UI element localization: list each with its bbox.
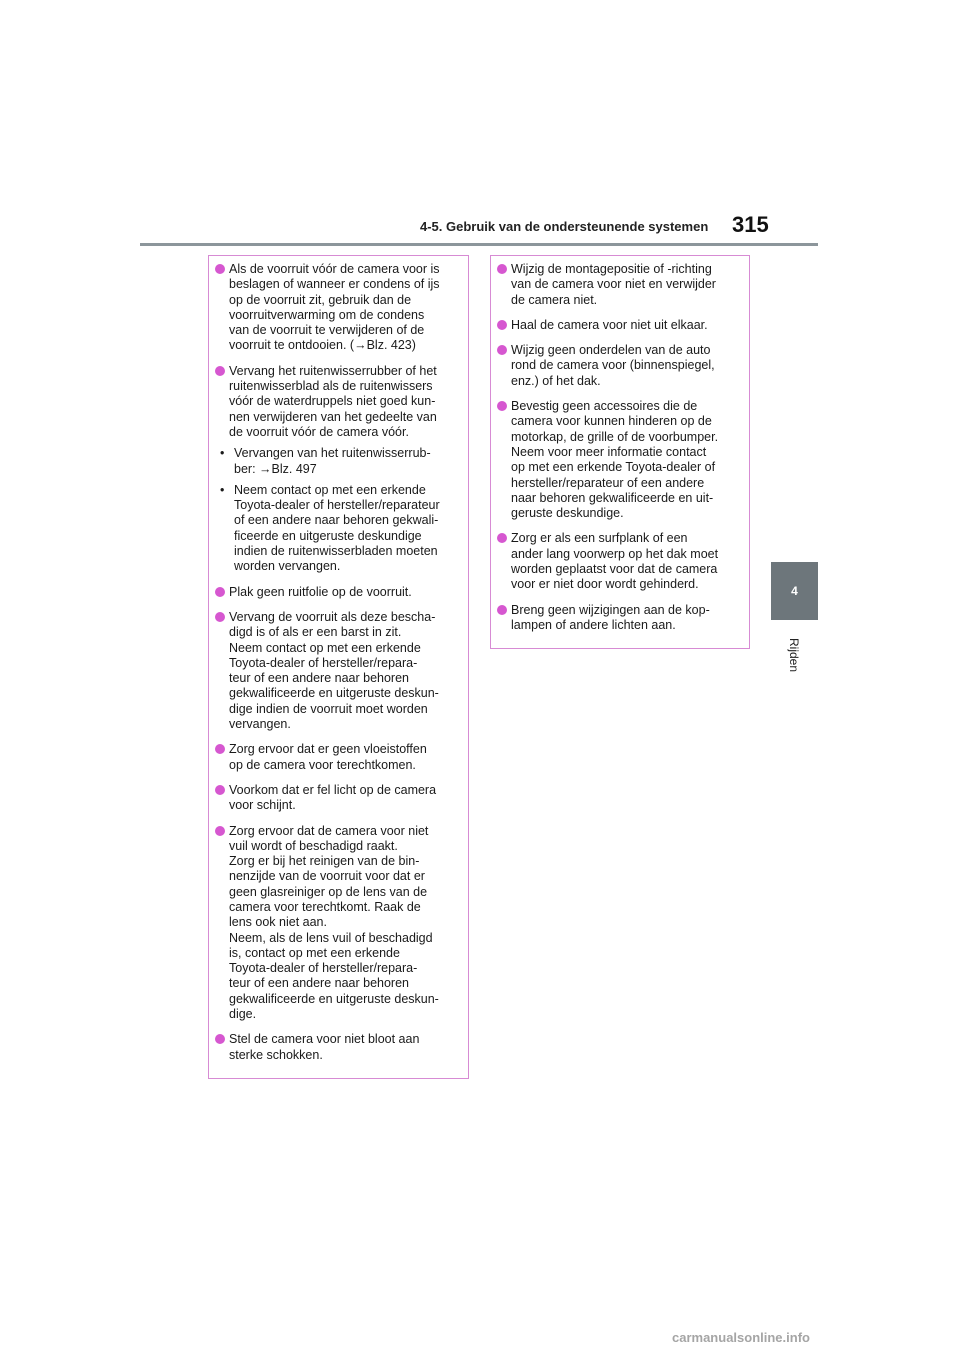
list-item — [215, 364, 460, 440]
list-item — [497, 343, 741, 389]
sub-list-item — [215, 483, 460, 575]
bullet-icon — [215, 366, 225, 376]
bullet-icon — [497, 320, 507, 330]
bullet-icon — [497, 605, 507, 615]
list-item-text: Stel de camera voor niet bloot aan sterke schokken. — [229, 1032, 420, 1062]
section-title: 4-5. Gebruik van de ondersteunende systemen — [420, 219, 709, 234]
bullet-icon — [215, 264, 225, 274]
list-item — [497, 399, 741, 521]
bullet-icon — [497, 264, 507, 274]
list-item — [215, 1032, 460, 1063]
list-item-text: Zorg ervoor dat de camera voor niet vuil wordt of beschadigd raakt. Zorg er bij het reinigen van de bin- nenzijde van de voorruit voor dat er geen glasreiniger op de lens van de camera voor terechtkomt. Raak de lens ook niet aan. Neem, als de lens vuil of beschadigd is, contact op met een erkende Toyota-dealer of hersteller/repara- teur of een andere naar behoren gekwalificeerde en uitgeruste deskun- dige. — [229, 823, 439, 1022]
list-item — [215, 783, 460, 814]
chapter-tab: 4 — [771, 562, 818, 620]
list-item-text: Vervang de voorruit als deze bescha- digd is of als er een barst in zit. Neem contact op met een erkende Toyota-dealer of hersteller/repara- teur of een andere naar behoren gekwalificeerde en uitgeruste deskun- dige indien de voorruit moet worden vervangen. — [229, 609, 439, 732]
list-item — [215, 585, 460, 600]
chapter-label — [778, 630, 810, 680]
bullet-icon — [497, 345, 507, 355]
header-divider — [140, 243, 818, 246]
list-item — [215, 824, 460, 1023]
page-number: 315 — [732, 212, 769, 237]
sub-list-item-text: Vervangen van het ruitenwisserrub- ber: →Blz. 497 — [234, 446, 431, 476]
watermark: carmanualsonline.info — [672, 1330, 810, 1345]
list-item — [497, 531, 741, 592]
list-item-text: Haal de camera voor niet uit elkaar. — [511, 317, 708, 332]
list-item-text: Bevestig geen accessoires die de camera voor kunnen hinderen op de motorkap, de grille of de voorbumper. Neem voor meer informatie contact op met een erkende Toyota-dealer of hersteller/reparateur of een andere naar behoren gekwalificeerde en uit- geruste deskundige. — [511, 399, 719, 521]
sub-list-item-text: Neem contact op met een erkende Toyota-dealer of hersteller/reparateur of een andere naar behoren gekwali- ficeerde en uitgeruste deskundige indien de ruitenwisserbladen moeten worden vervangen. — [234, 482, 440, 574]
chapter-label-text: Rijden — [787, 637, 801, 673]
list-item-text: Zorg ervoor dat er geen vloeistoffen op de camera voor terechtkomen. — [229, 742, 427, 772]
sub-list-item — [215, 446, 460, 477]
bullet-icon — [215, 1034, 225, 1044]
list-item-text: Vervang het ruitenwisserrubber of het ruitenwisserblad als de ruitenwissers vóór de waterdruppels niet goed kun- nen verwijderen van het gedeelte van de voorruit vóór de camera vóór. — [229, 363, 437, 439]
caution-box-left — [208, 255, 469, 1079]
list-item — [215, 742, 460, 773]
list-item — [497, 318, 741, 333]
bullet-icon — [215, 587, 225, 597]
sub-bullet-icon: • — [220, 482, 225, 497]
caution-box-right — [490, 255, 750, 649]
list-item — [215, 262, 460, 354]
list-item-text: Voorkom dat er fel licht op de camera voor schijnt. — [229, 782, 437, 813]
list-item-text: Wijzig geen onderdelen van de auto rond de camera voor (binnenspiegel, enz.) of het dak. — [511, 343, 715, 388]
list-item-text: Wijzig de montagepositie of -richting van de camera voor niet en verwijder de camera niet. — [511, 262, 716, 307]
list-item — [497, 603, 741, 634]
list-item-text: Zorg er als een surfplank of een ander lang voorwerp op het dak moet worden geplaatst voor dat de camera voor er niet door wordt gehinderd. — [511, 531, 719, 592]
bullet-icon — [215, 826, 225, 836]
list-item-text: Breng geen wijzigingen aan de kop- lampen of andere lichten aan. — [511, 602, 710, 632]
bullet-icon — [497, 533, 507, 543]
list-item-text: Als de voorruit vóór de camera voor is beslagen of wanneer er condens of ijs op de voorruit zit, gebruik dan de voorruitverwarming om de condens van de voorruit te verwijderen of de voorruit te ontdooien. (→Blz. 423) — [229, 262, 440, 353]
sub-bullet-icon: • — [220, 446, 225, 461]
bullet-icon — [215, 612, 225, 622]
list-item — [497, 262, 741, 308]
bullet-icon — [215, 744, 225, 754]
bullet-icon — [215, 785, 225, 795]
list-item-text: Plak geen ruitfolie op de voorruit. — [229, 584, 412, 599]
bullet-icon — [497, 401, 507, 411]
list-item — [215, 610, 460, 732]
